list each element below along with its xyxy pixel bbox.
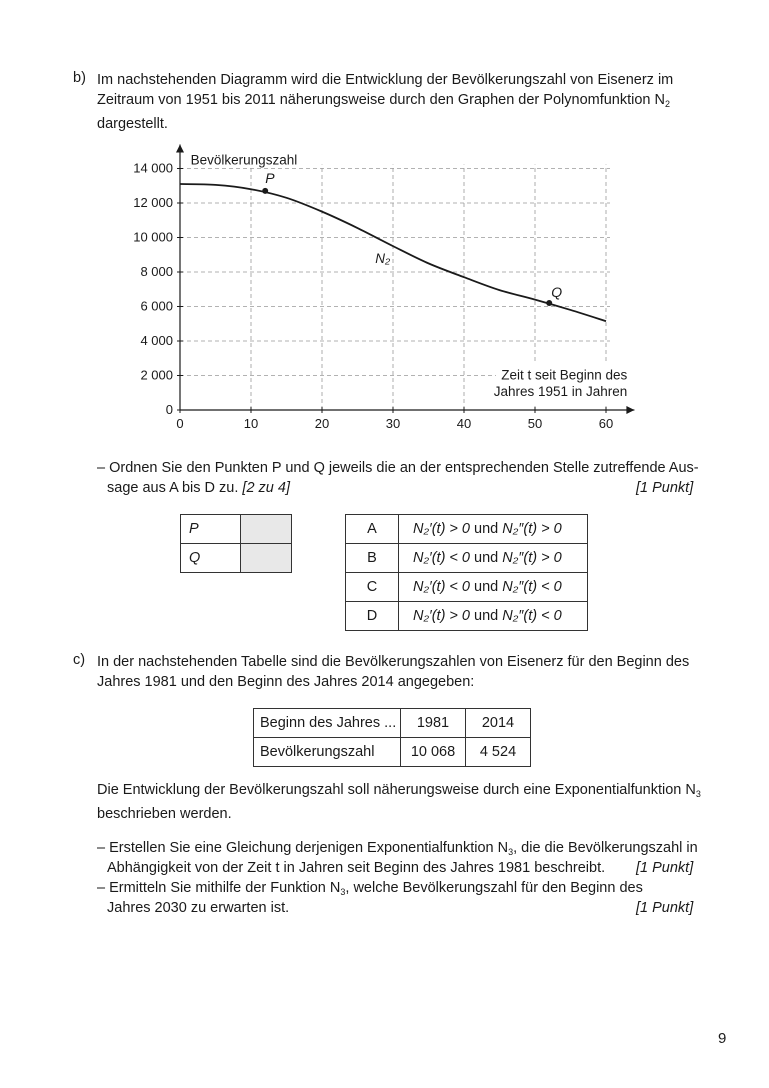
task-b-hint: [2 zu 4] bbox=[242, 480, 290, 496]
assignment-label: P bbox=[181, 515, 241, 544]
task-c2-points: [1 Punkt] bbox=[636, 900, 694, 916]
table-cell: 1981 bbox=[401, 709, 466, 738]
section-c-intro-line2: Jahres 1981 und den Beginn des Jahres 2014 angegeben: bbox=[97, 674, 475, 690]
table-row bbox=[254, 738, 531, 767]
x-axis-label-line2: Jahres 1951 in Jahren bbox=[493, 384, 628, 399]
y-tick-label: 2 000 bbox=[140, 367, 173, 383]
option-letter: C bbox=[346, 573, 399, 602]
option-letter: A bbox=[346, 515, 399, 544]
assignment-answer-box[interactable] bbox=[241, 515, 292, 544]
y-tick-label: 8 000 bbox=[140, 264, 173, 279]
option-letter: B bbox=[346, 544, 399, 573]
table-row bbox=[254, 709, 531, 738]
x-tick-label: 10 bbox=[243, 416, 259, 431]
x-tick-label: 30 bbox=[385, 416, 401, 431]
options-table bbox=[345, 514, 588, 631]
option-row bbox=[346, 544, 588, 573]
option-row bbox=[346, 602, 588, 631]
model-line1: Die Entwicklung der Bevölkerungszahl soll näherungsweise durch eine Exponentialfunktion $N_3$ bbox=[97, 782, 701, 799]
section-b-intro-line1: Im nachstehenden Diagramm wird die Entwicklung der Bevölkerungszahl von Eisenerz im bbox=[97, 72, 674, 88]
assignment-label: Q bbox=[181, 544, 241, 573]
curve-label: N₂ bbox=[375, 250, 391, 266]
table-cell: 4 524 bbox=[466, 738, 531, 767]
section-c-label: c) bbox=[73, 652, 86, 668]
x-tick-label: 20 bbox=[314, 416, 330, 431]
population-chart bbox=[133, 140, 660, 440]
population-table bbox=[253, 708, 531, 767]
x-tick-label: 0 bbox=[176, 416, 184, 431]
option-statement: N₂′(t) > 0 und N₂″(t) < 0 bbox=[399, 602, 588, 631]
y-tick-label: 4 000 bbox=[140, 333, 173, 348]
assignment-answer-box[interactable] bbox=[241, 544, 292, 573]
x-axis-arrow bbox=[626, 406, 634, 414]
section-b-intro bbox=[97, 70, 707, 134]
y-tick-label: 12 000 bbox=[133, 195, 173, 210]
y-tick-label: 10 000 bbox=[133, 229, 173, 245]
task-c1-points: [1 Punkt] bbox=[636, 860, 694, 876]
task-b-points: [1 Punkt] bbox=[636, 480, 694, 496]
option-row bbox=[346, 515, 588, 544]
y-tick-label: 6 000 bbox=[140, 298, 173, 314]
x-tick-label: 60 bbox=[598, 416, 614, 431]
option-row bbox=[346, 573, 588, 602]
y-tick-label: 0 bbox=[165, 402, 173, 417]
table-cell: Bevölkerungszahl bbox=[254, 738, 401, 767]
x-axis-label-line1: Zeit t seit Beginn des bbox=[501, 367, 628, 383]
section-b-label: b) bbox=[73, 70, 86, 86]
y-axis-arrow bbox=[176, 145, 184, 153]
assignment-row bbox=[181, 515, 292, 544]
point-label: Q bbox=[551, 284, 563, 301]
task-c1-line2: Abhängigkeit von der Zeit t in Jahren seit Beginn des Jahres 1981 beschreibt. bbox=[107, 860, 606, 876]
y-tick-label: 14 000 bbox=[133, 160, 173, 176]
data-point bbox=[546, 300, 552, 306]
section-b-intro-line2: Zeitraum von 1951 bis 2011 näherungsweise durch den Graphen der Polynomfunktion $N_2$ bbox=[97, 92, 671, 109]
option-statement: N₂′(t) > 0 und N₂″(t) > 0 bbox=[399, 515, 588, 544]
section-c-intro bbox=[97, 652, 707, 692]
data-point bbox=[262, 188, 268, 194]
y-axis-label: Bevölkerungszahl bbox=[190, 152, 298, 168]
model-line2: beschrieben werden. bbox=[97, 806, 232, 822]
table-cell: Beginn des Jahres ... bbox=[254, 709, 401, 738]
task-b-line2: sage aus A bis D zu. [2 zu 4] bbox=[107, 480, 290, 496]
x-tick-label: 40 bbox=[456, 416, 472, 431]
option-statement: N₂′(t) < 0 und N₂″(t) < 0 bbox=[399, 573, 588, 602]
page-number: 9 bbox=[718, 1030, 727, 1047]
assignment-row bbox=[181, 544, 292, 573]
section-c-intro-line1: In der nachstehenden Tabelle sind die Bevölkerungszahlen von Eisenerz für den Beginn des bbox=[97, 654, 690, 670]
task-c2-line2: Jahres 2030 zu erwarten ist. bbox=[107, 900, 290, 916]
assignment-table bbox=[180, 514, 292, 573]
table-cell: 2014 bbox=[466, 709, 531, 738]
x-tick-label: 50 bbox=[527, 416, 543, 431]
task-c2-line1: – Ermitteln Sie mithilfe der Funktion $N_3$, welche Bevölkerungszahl für den Beginn des bbox=[97, 880, 643, 897]
table-cell: 10 068 bbox=[401, 738, 466, 767]
section-b-intro-line3: dargestellt. bbox=[97, 116, 168, 132]
point-label: P bbox=[265, 169, 275, 186]
task-c1-line1: – Erstellen Sie eine Gleichung derjenigen Exponentialfunktion $N_3$, die die Bevölkerungszahl in bbox=[97, 840, 698, 857]
option-statement: N₂′(t) < 0 und N₂″(t) > 0 bbox=[399, 544, 588, 573]
task-b-line1: – Ordnen Sie den Punkten P und Q jeweils die an der entsprechenden Stelle zutreffende Aus- bbox=[97, 460, 699, 476]
option-letter: D bbox=[346, 602, 399, 631]
section-c-model bbox=[97, 780, 701, 824]
